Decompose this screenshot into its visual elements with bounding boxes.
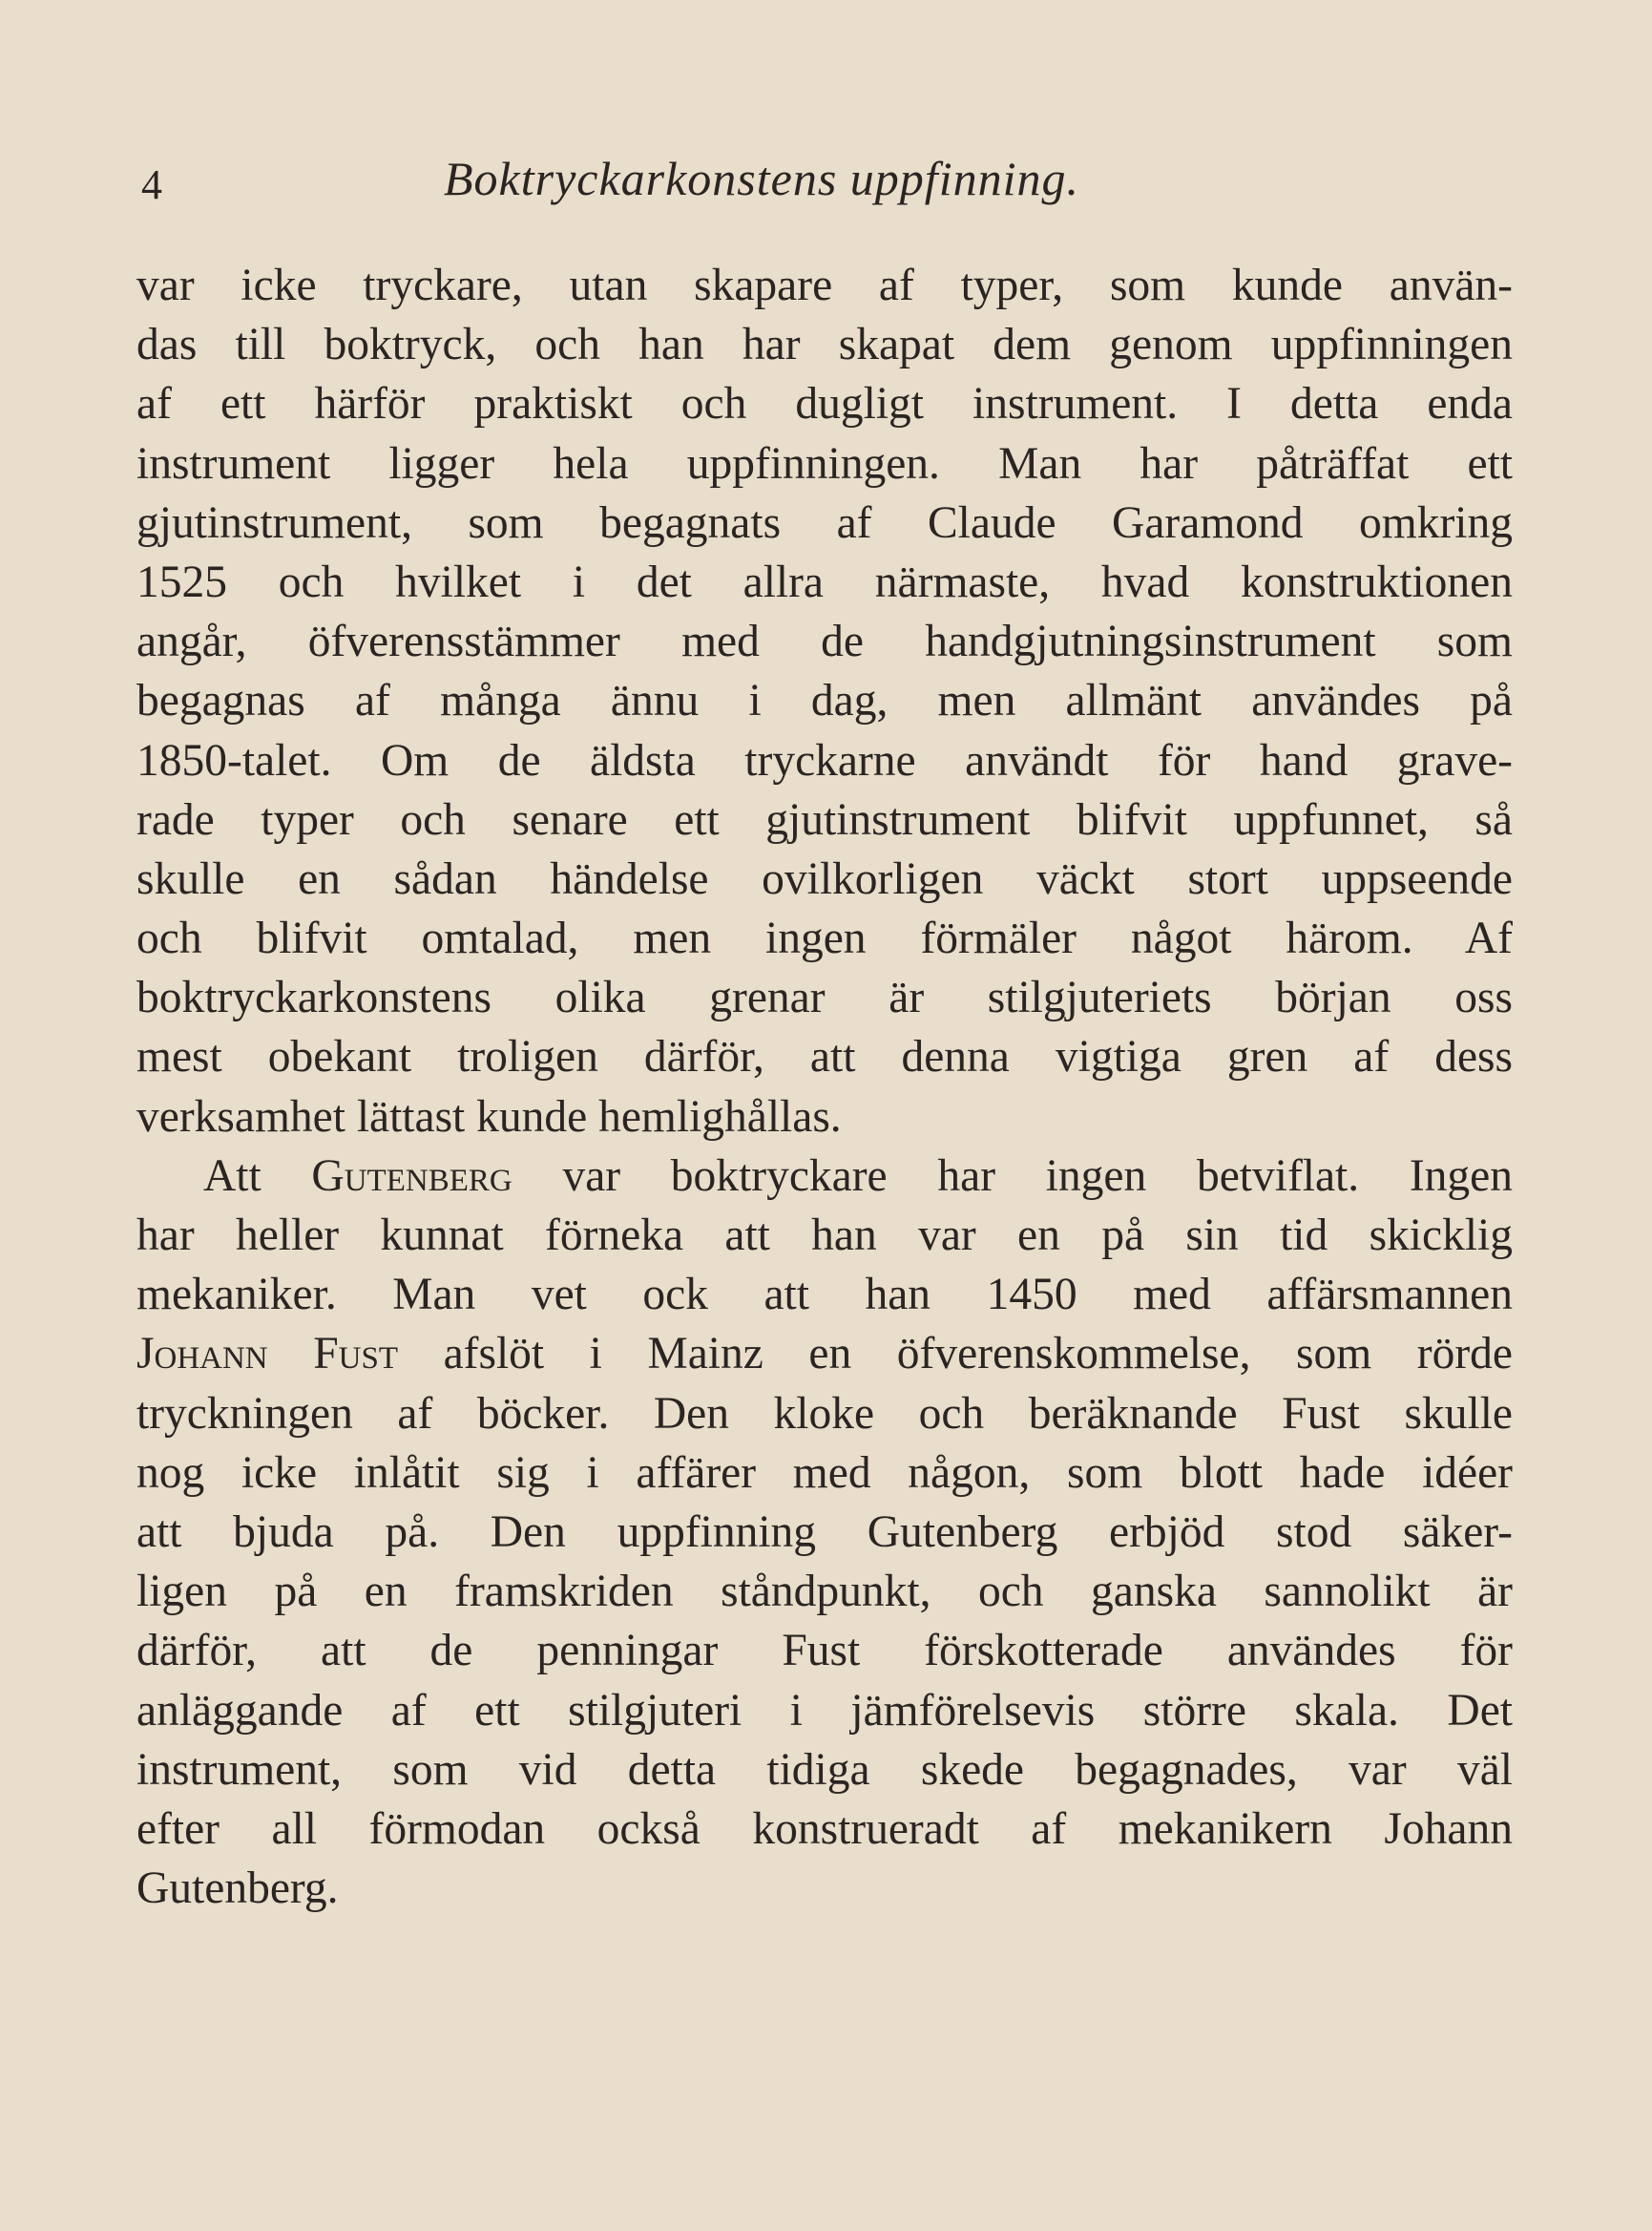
text-line: das till boktryck, och han har skapat dem genom uppfinningen — [136, 320, 1513, 370]
text-line: därför, att de penningar Fust förskotterade användes för — [136, 1626, 1513, 1676]
text-run — [268, 1329, 314, 1379]
text-run: afslöt i Mainz en öfverenskommelse, som rörde — [398, 1329, 1513, 1379]
text-line: mekaniker. Man vet ock att han 1450 med affärsmannen — [136, 1270, 1513, 1320]
text-run: Att — [203, 1150, 312, 1201]
text-line: var icke tryckare, utan skapare af typer, som kunde använ- — [136, 261, 1513, 310]
person-name-fust: Fust — [313, 1329, 398, 1379]
text-line: tryckningen af böcker. Den kloke och beräknande Fust skulle — [136, 1388, 1513, 1439]
text-line: mest obekant troligen därför, att denna vigtiga gren af dess — [136, 1032, 1513, 1083]
text-line — [136, 1147, 1513, 1206]
text-line: 1850-talet. Om de äldsta tryckarne användt för hand grave- — [136, 735, 1513, 786]
text-line: efter all förmodan också konstrueradt af mekanikern Johann — [136, 1803, 1513, 1854]
body-text — [136, 256, 1513, 1918]
text-line: 1525 och hvilket i det allra närmaste, hvad konstruktionen — [136, 557, 1513, 607]
text-line: verksamhet lättast kunde hemlighållas. — [136, 1091, 842, 1142]
running-title: Boktryckarkonstens uppfinning. — [444, 152, 1079, 205]
text-line: instrument ligger hela uppfinningen. Man har påträffat ett — [136, 438, 1513, 489]
text-line: och blifvit omtalad, men ingen förmäler något härom. Af — [136, 914, 1513, 964]
text-line: begagnas af många ännu i dag, men allmänt användes på — [136, 676, 1513, 726]
text-line: skulle en sådan händelse ovilkorligen väckt stort uppseende — [136, 853, 1513, 904]
text-line: gjutinstrument, som begagnats af Claude Garamond omkring — [136, 497, 1513, 548]
text-line: angår, öfverensstämmer med de handgjutningsinstrument som — [136, 617, 1513, 667]
text-line: ligen på en framskriden ståndpunkt, och ganska sannolikt är — [136, 1567, 1513, 1617]
text-line: instrument, som vid detta tidiga skede begagnades, var väl — [136, 1744, 1513, 1795]
person-name-gutenberg: Gutenberg — [311, 1150, 512, 1201]
text-line — [136, 1324, 1513, 1383]
text-line: anläggande af ett stilgjuteri i jämförelsevis större skala. Det — [136, 1685, 1513, 1736]
page-number: 4 — [141, 161, 162, 208]
text-line: rade typer och senare ett gjutinstrument blifvit uppfunnet, så — [136, 794, 1513, 845]
running-head — [134, 145, 1202, 208]
text-line: nog icke inlåtit sig i affärer med någon, som blott hade idéer — [136, 1447, 1513, 1498]
text-line: har heller kunnat förneka att han var en på sin tid skicklig — [136, 1210, 1513, 1260]
person-name-johann: Johann — [136, 1329, 268, 1379]
text-line: Gutenberg. — [136, 1863, 339, 1914]
text-run: var boktryckare har ingen betviflat. Ingen — [512, 1150, 1513, 1201]
text-line: af ett härför praktiskt och dugligt instrument. I detta enda — [136, 379, 1513, 430]
text-line: att bjuda på. Den uppfinning Gutenberg erbjöd stod säker- — [136, 1506, 1513, 1557]
text-line: boktryckarkonstens olika grenar är stilgjuteriets början oss — [136, 973, 1513, 1023]
